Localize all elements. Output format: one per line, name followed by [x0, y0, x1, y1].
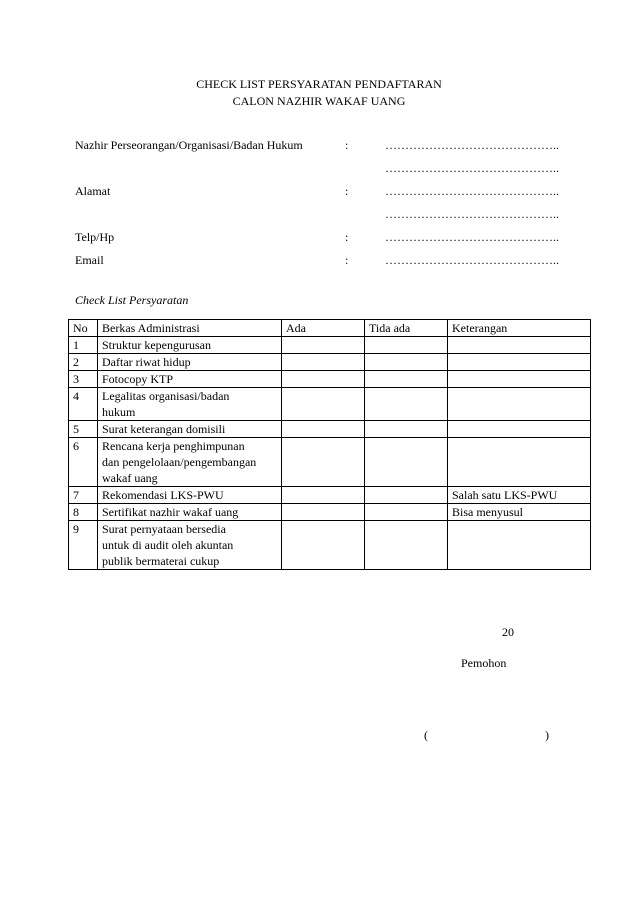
row-no: 4 [69, 388, 98, 421]
row-tidak-ada-cell[interactable] [365, 337, 448, 354]
berkas-text: wakaf uang [102, 471, 158, 485]
alamat-dots-line2: …………………………………….. [385, 207, 559, 221]
row-tidak-ada-cell[interactable] [365, 354, 448, 371]
row-keterangan [448, 337, 591, 354]
row-no: 8 [69, 504, 98, 521]
signature-close-paren: ) [545, 728, 549, 742]
row-tidak-ada-cell[interactable] [365, 521, 448, 570]
row-ada-cell[interactable] [282, 421, 365, 438]
table-row [69, 371, 591, 388]
header-ada: Ada [282, 320, 365, 337]
berkas-text: Fotocopy KTP [102, 372, 174, 386]
row-keterangan: Salah satu LKS-PWU [448, 487, 591, 504]
row-tidak-ada-cell[interactable] [365, 371, 448, 388]
row-no: 6 [69, 438, 98, 487]
table-row [69, 421, 591, 438]
table-row [69, 521, 591, 570]
row-keterangan [448, 421, 591, 438]
row-no: 9 [69, 521, 98, 570]
row-keterangan [448, 371, 591, 388]
row-tidak-ada-cell[interactable] [365, 487, 448, 504]
nazhir-dots-line2: …………………………………….. [385, 161, 559, 175]
berkas-text: Surat pernyataan bersedia [102, 522, 226, 536]
email-dots: …………………………………….. [385, 253, 559, 267]
berkas-text: Daftar riwat hidup [102, 355, 191, 369]
row-tidak-ada-cell[interactable] [365, 421, 448, 438]
document-title-line1: CHECK LIST PERSYARATAN PENDAFTARAN [196, 77, 442, 91]
row-tidak-ada-cell[interactable] [365, 504, 448, 521]
table-row [69, 487, 591, 504]
berkas-text: hukum [102, 405, 136, 419]
berkas-text: Struktur kepengurusan [102, 338, 211, 352]
email-colon: : [345, 253, 349, 267]
table-row [69, 438, 591, 487]
row-ada-cell[interactable] [282, 354, 365, 371]
row-ada-cell[interactable] [282, 337, 365, 354]
table-row [69, 337, 591, 354]
table-row [69, 504, 591, 521]
email-label: Email [75, 253, 104, 267]
header-berkas: Berkas Administrasi [98, 320, 282, 337]
table-row [69, 388, 591, 421]
row-no: 5 [69, 421, 98, 438]
telp-dots: …………………………………….. [385, 230, 559, 244]
table-row [69, 354, 591, 371]
berkas-text: Sertifikat nazhir wakaf uang [102, 505, 239, 519]
header-no: No [69, 320, 98, 337]
row-berkas [98, 421, 282, 438]
header-keterangan: Keterangan [448, 320, 591, 337]
row-berkas [98, 504, 282, 521]
berkas-text: Legalitas organisasi/badan [102, 389, 230, 403]
row-no: 1 [69, 337, 98, 354]
row-keterangan [448, 438, 591, 487]
row-berkas [98, 337, 282, 354]
nazhir-colon: : [345, 138, 349, 152]
checklist-subtitle: Check List Persyaratan [75, 293, 189, 307]
row-keterangan [448, 521, 591, 570]
row-berkas [98, 371, 282, 388]
row-berkas [98, 487, 282, 504]
row-tidak-ada-cell[interactable] [365, 438, 448, 487]
berkas-text: dan pengelolaan/pengembangan [102, 455, 257, 469]
row-berkas [98, 521, 282, 570]
document-title-line2: CALON NAZHIR WAKAF UANG [232, 94, 406, 108]
alamat-colon: : [345, 184, 349, 198]
berkas-text: Surat keterangan domisili [102, 422, 226, 436]
table-header-row [69, 320, 591, 337]
row-ada-cell[interactable] [282, 521, 365, 570]
row-no: 2 [69, 354, 98, 371]
nazhir-label: Nazhir Perseorangan/Organisasi/Badan Hukum [75, 138, 303, 152]
alamat-label: Alamat [75, 184, 111, 198]
telp-label: Telp/Hp [75, 230, 115, 244]
row-no: 3 [69, 371, 98, 388]
signature-open-paren: ( [424, 728, 428, 742]
checklist-table [68, 319, 591, 570]
telp-colon: : [345, 230, 349, 244]
signature-role: Pemohon [461, 656, 507, 670]
row-keterangan [448, 354, 591, 371]
signature-date: 20 [502, 625, 514, 639]
row-berkas [98, 354, 282, 371]
row-no: 7 [69, 487, 98, 504]
row-tidak-ada-cell[interactable] [365, 388, 448, 421]
header-tidak-ada: Tida ada [365, 320, 448, 337]
row-berkas [98, 438, 282, 487]
row-ada-cell[interactable] [282, 487, 365, 504]
row-keterangan: Bisa menyusul [448, 504, 591, 521]
berkas-text: Rekomendasi LKS-PWU [102, 488, 224, 502]
nazhir-dots-line1: …………………………………….. [385, 138, 559, 152]
row-ada-cell[interactable] [282, 388, 365, 421]
alamat-dots-line1: …………………………………….. [385, 184, 559, 198]
berkas-text: untuk di audit oleh akuntan [102, 538, 234, 552]
row-keterangan [448, 388, 591, 421]
row-ada-cell[interactable] [282, 504, 365, 521]
berkas-text: Rencana kerja penghimpunan [102, 439, 245, 453]
row-berkas [98, 388, 282, 421]
row-ada-cell[interactable] [282, 438, 365, 487]
berkas-text: publik bermaterai cukup [102, 554, 220, 568]
row-ada-cell[interactable] [282, 371, 365, 388]
